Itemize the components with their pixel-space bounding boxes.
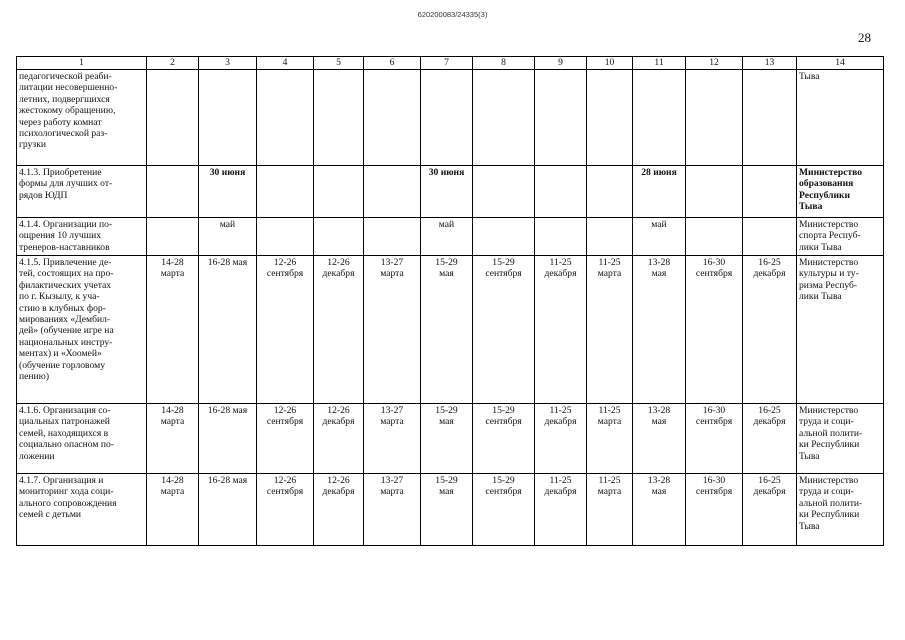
date-cell bbox=[314, 166, 364, 218]
date-cell bbox=[587, 218, 633, 256]
date-cell bbox=[743, 70, 797, 166]
date-cell bbox=[743, 218, 797, 256]
date-cell bbox=[686, 166, 743, 218]
date-cell: 12-26 декабря bbox=[314, 256, 364, 404]
header-cell: 10 bbox=[587, 57, 633, 70]
date-cell: 12-26 сентября bbox=[257, 404, 314, 474]
date-cell: 30 июня bbox=[421, 166, 473, 218]
activity-cell: педагогической реаби- литации несовершенно- летних, подвергшихся жестокому обращению, через работу комнат психологической раз- грузки bbox=[17, 70, 147, 166]
date-cell: 15-29 мая bbox=[421, 256, 473, 404]
activity-cell: 4.1.5. Привлечение де- тей, состоящих на про- филактических учетах по г. Кызылу, к уча- стию в клубных фор- мированиях «Дембил- дей» (обучение игре на национальных инстру- ментах) и «Хоомей» (обучение горловому пению) bbox=[17, 256, 147, 404]
date-cell: май bbox=[199, 218, 257, 256]
date-cell bbox=[535, 218, 587, 256]
document-id: 620200083/24335(3) bbox=[417, 10, 488, 19]
date-cell bbox=[743, 166, 797, 218]
date-cell: 15-29 сентября bbox=[473, 474, 535, 546]
responsible-cell: Министерство спорта Респуб- лики Тыва bbox=[797, 218, 884, 256]
date-cell: 16-30 сентября bbox=[686, 404, 743, 474]
date-cell: 13-27 марта bbox=[364, 256, 421, 404]
date-cell bbox=[364, 166, 421, 218]
date-cell bbox=[587, 166, 633, 218]
date-cell: 11-25 марта bbox=[587, 404, 633, 474]
header-cell: 3 bbox=[199, 57, 257, 70]
date-cell: 15-29 мая bbox=[421, 404, 473, 474]
activity-cell: 4.1.6. Организация со- циальных патронажей семей, находящихся в социально опасном по- ложении bbox=[17, 404, 147, 474]
date-cell bbox=[364, 70, 421, 166]
date-cell: 15-29 мая bbox=[421, 474, 473, 546]
date-cell: 16-28 мая bbox=[199, 256, 257, 404]
date-cell: 30 июня bbox=[199, 166, 257, 218]
date-cell: май bbox=[633, 218, 686, 256]
date-cell: 11-25 декабря bbox=[535, 404, 587, 474]
date-cell: 13-28 мая bbox=[633, 404, 686, 474]
date-cell bbox=[686, 70, 743, 166]
date-cell bbox=[473, 218, 535, 256]
date-cell: 11-25 марта bbox=[587, 474, 633, 546]
date-cell: май bbox=[421, 218, 473, 256]
table-row bbox=[17, 166, 884, 218]
header-cell: 9 bbox=[535, 57, 587, 70]
header-cell: 7 bbox=[421, 57, 473, 70]
header-cell: 5 bbox=[314, 57, 364, 70]
table-row bbox=[17, 218, 884, 256]
header-cell: 2 bbox=[147, 57, 199, 70]
header-cell: 8 bbox=[473, 57, 535, 70]
responsible-cell: Министерство труда и соци- альной полити- ки Республики Тыва bbox=[797, 404, 884, 474]
date-cell bbox=[535, 166, 587, 218]
header-cell: 12 bbox=[686, 57, 743, 70]
date-cell: 13-28 мая bbox=[633, 256, 686, 404]
responsible-cell: Министерство труда и соци- альной полити- ки Республики Тыва bbox=[797, 474, 884, 546]
header-cell: 4 bbox=[257, 57, 314, 70]
table-row bbox=[17, 474, 884, 546]
date-cell: 16-25 декабря bbox=[743, 404, 797, 474]
date-cell: 16-30 сентября bbox=[686, 256, 743, 404]
header-cell: 13 bbox=[743, 57, 797, 70]
date-cell bbox=[364, 218, 421, 256]
activity-cell: 4.1.7. Организация и мониторинг хода соци- ального сопровождения семей с детьми bbox=[17, 474, 147, 546]
date-cell: 14-28 марта bbox=[147, 474, 199, 546]
header-cell: 6 bbox=[364, 57, 421, 70]
header-row bbox=[17, 57, 884, 70]
responsible-cell: Министерство культуры и ту- ризма Респуб- лики Тыва bbox=[797, 256, 884, 404]
date-cell: 13-28 мая bbox=[633, 474, 686, 546]
date-cell bbox=[147, 70, 199, 166]
date-cell bbox=[314, 218, 364, 256]
date-cell bbox=[147, 218, 199, 256]
table-row bbox=[17, 70, 884, 166]
header-cell: 14 bbox=[797, 57, 884, 70]
date-cell: 16-28 мая bbox=[199, 474, 257, 546]
date-cell bbox=[473, 166, 535, 218]
date-cell: 16-25 декабря bbox=[743, 474, 797, 546]
activity-cell: 4.1.3. Приобретение формы для лучших от- рядов ЮДП bbox=[17, 166, 147, 218]
date-cell: 11-25 марта bbox=[587, 256, 633, 404]
table-row bbox=[17, 404, 884, 474]
header-cell: 11 bbox=[633, 57, 686, 70]
date-cell: 16-28 мая bbox=[199, 404, 257, 474]
date-cell: 16-25 декабря bbox=[743, 256, 797, 404]
date-cell bbox=[199, 70, 257, 166]
date-cell: 12-26 декабря bbox=[314, 474, 364, 546]
page-number: 28 bbox=[858, 30, 871, 45]
date-cell bbox=[633, 70, 686, 166]
header-cell: 1 bbox=[17, 57, 147, 70]
responsible-cell: Министерство образования Республики Тыва bbox=[797, 166, 884, 218]
date-cell: 16-30 сентября bbox=[686, 474, 743, 546]
date-cell: 11-25 декабря bbox=[535, 256, 587, 404]
date-cell: 12-26 декабря bbox=[314, 404, 364, 474]
date-cell bbox=[587, 70, 633, 166]
responsible-cell: Тыва bbox=[797, 70, 884, 166]
date-cell bbox=[421, 70, 473, 166]
activity-cell: 4.1.4. Организации по- ощрения 10 лучших тренеров-наставников bbox=[17, 218, 147, 256]
date-cell bbox=[257, 70, 314, 166]
date-cell bbox=[147, 166, 199, 218]
date-cell bbox=[257, 166, 314, 218]
date-cell bbox=[473, 70, 535, 166]
date-cell: 15-29 сентября bbox=[473, 404, 535, 474]
date-cell: 15-29 сентября bbox=[473, 256, 535, 404]
date-cell bbox=[314, 70, 364, 166]
date-cell bbox=[257, 218, 314, 256]
schedule-table bbox=[16, 56, 884, 546]
date-cell bbox=[686, 218, 743, 256]
date-cell: 14-28 марта bbox=[147, 256, 199, 404]
table-row bbox=[17, 256, 884, 404]
date-cell: 14-28 марта bbox=[147, 404, 199, 474]
date-cell: 13-27 марта bbox=[364, 404, 421, 474]
date-cell: 28 июня bbox=[633, 166, 686, 218]
date-cell: 11-25 декабря bbox=[535, 474, 587, 546]
date-cell: 13-27 марта bbox=[364, 474, 421, 546]
date-cell bbox=[535, 70, 587, 166]
date-cell: 12-26 сентября bbox=[257, 474, 314, 546]
date-cell: 12-26 сентября bbox=[257, 256, 314, 404]
